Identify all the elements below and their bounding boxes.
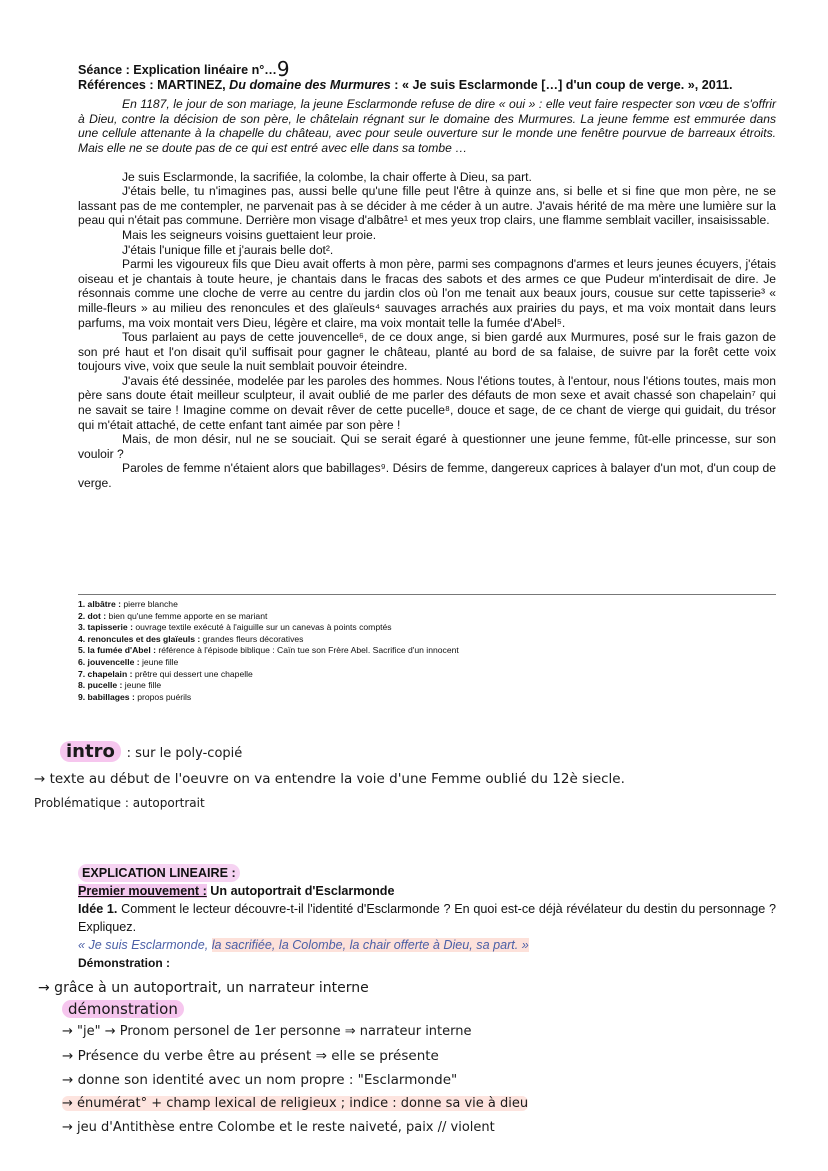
handwritten-note: → grâce à un autoportrait, un narrateur interne [38,980,369,996]
handwritten-demonstration: démonstration [62,1000,184,1018]
excerpt-paragraph: Paroles de femme n'étaient alors que babillages⁹. Désirs de femme, dangereux caprices à balayer d'un mot, d'un coup de verge. [78,461,776,491]
excerpt-paragraph: Je suis Esclarmonde, la sacrifiée, la colombe, la chair offerte à Dieu, sa part. [122,169,532,184]
movement-label: Premier mouvement : [78,884,207,898]
footnote: 4. renoncules et des glaïeuls : grandes fleurs décoratives [78,633,304,644]
handwritten-intro-line: → texte au début de l'oeuvre on va entendre la voie d'une Femme oublié du 12è siecle. [34,771,625,787]
footnote: 8. pucelle : jeune fille [78,680,162,691]
movement-title: Un autoportrait d'Esclarmonde [206,884,395,898]
printed-text [78,57,776,491]
excerpt-paragraph: Parmi les vigoureux fils que Dieu avait offerts à mon père, parmi ses compagnons d'armes et leurs jeunes écuyers, j'étais oiseau et je chantais à toute heure, je chantais dans le fracas des sabots et des armes ce que Pudeur m'interdisait de dire. Je résonnais comme une cloche de verre au centre du jardin clos où l'on me tenait aux beaux jours, cousue sur cette tapisserie³ « mille-fleurs » au milieu des renoncules et des glaïeuls⁴ sauvages arrachés aux prairies du pays, et ma voix montait dans leurs parfums, ma voix montait vers Dieu, légère et claire, ma voix montait telle la fumée d'Abel⁵. [78,257,776,330]
excerpt-paragraph: Mais les seigneurs voisins guettaient leur proie. [122,227,377,242]
handwritten-number: 9 [276,57,290,81]
handwritten-intro-heading: intro : sur le poly-copié [60,741,242,762]
seance-line: Séance : Explication linéaire n°…9 [78,57,290,81]
handwritten-note: → Présence du verbe être au présent ⇒ elle se présente [62,1048,439,1064]
handwritten-note: → donne son identité avec un nom propre : "Esclarmonde" [62,1072,458,1088]
footnote: 9. babillages : propos puérils [78,691,192,702]
excerpt-paragraph: J'étais belle, tu n'imagines pas, aussi belle qu'une fille peut l'être à quinze ans, si belle et si fine que mon père, ne se lassant pas de me contempler, ne parvenait pas à se décider à me céder à un autre. J'avais hérité de ma mère une lumière sur la peau qui n'était pas commune. Derrière mon visage d'albâtre¹ et mes yeux trop clairs, une flamme semblait vaciller, insaisissable. [78,184,776,228]
context-paragraph: En 1187, le jour de son mariage, la jeune Esclarmonde refuse de dire « oui » : elle veut faire respecter son vœu de s'offrir à Dieu, contre la décision de son père, le châtelain régnant sur le domaine des Murmures. La jeune femme est emmurée dans une cellule attenante à la chapelle du château, avec pour seule ouverture sur le monde une fenêtre pourvue de barreaux étroits. Mais elle ne se doute pas de ce qui est entré avec elle dans sa tombe … [78,97,776,155]
excerpt-paragraph: J'étais l'unique fille et j'aurais belle dot². [122,242,334,257]
cut-off-line: Démonstration : [78,956,171,970]
intro-label: intro [60,741,121,762]
excerpt-paragraph: J'avais été dessinée, modelée par les paroles des hommes. Nous l'étions toutes, à l'entour, nous l'étions toutes, mais mon père sans doute était meilleur sculpteur, il avait oublié de me parler des défauts de mon sexe et avait chassé son chapelain⁷ qui ne savait se taire ! Imagine comme on devait rêver de cette pucelle⁸, douce et sage, de ce chant de vierge qui guidait, du trésor qui m'était attaché, de cette enfant tant aimée par son père ! [78,373,776,432]
explication-block [78,864,776,970]
footnote: 1. albâtre : pierre blanche [78,599,178,609]
handwritten-problematique: Problématique : autoportrait [34,796,205,810]
excerpt [78,170,776,491]
idea-question: Idée 1. Comment le lecteur découvre-t-il l'identité d'Esclarmonde ? En quoi est-ce déjà révélateur du destin du personnage ? Expliquez. [78,902,776,934]
references-line: Références : MARTINEZ, Du domaine des Murmures : « Je suis Esclarmonde […] d'un coup de verge. », 2011. [78,77,733,92]
explication-title: EXPLICATION LINEAIRE : [78,864,240,882]
book-title: Du domaine des Murmures [229,77,391,92]
footnotes [78,594,776,703]
handwritten-note: → jeu d'Antithèse entre Colombe et le reste naiveté, paix // violent [62,1120,495,1135]
quote-line: « Je suis Esclarmonde, la sacrifiée, la Colombe, la chair offerte à Dieu, sa part. » [78,938,529,952]
footnote: 5. la fumée d'Abel : référence à l'épisode biblique : Caïn tue son Frère Abel. Sacrifice d'un innocent [78,645,459,656]
footnote: 3. tapisserie : ouvrage textile exécuté à l'aiguille sur un canevas à points comptés [78,622,392,633]
footnote: 2. dot : bien qu'une femme apporte en se mariant [78,610,268,621]
handwritten-note: → énumérat° + champ lexical de religieux ; indice : donne sa vie à dieu [62,1096,529,1111]
handwritten-note: → "je" → Pronom personel de 1er personne ⇒ narrateur interne [62,1024,472,1039]
footnote: 6. jouvencelle : jeune fille [78,656,179,667]
excerpt-paragraph: Tous parlaient au pays de cette jouvencelle⁶, de ce doux ange, si bien gardé aux Murmures, posé sur le frais gazon de son pré haut et l'on disait qu'il suffisait pour gagner le château, planté au bord de sa falaise, de suivre par la forêt cette voix toujours vive, voix que seule la nuit semblait pouvoir éteindre. [78,330,776,374]
excerpt-paragraph: Mais, de mon désir, nul ne se souciait. Qui se serait égaré à questionner une jeune femme, fût-elle princesse, sur son vouloir ? [78,432,776,461]
footnote: 7. chapelain : prêtre qui dessert une chapelle [78,668,253,679]
